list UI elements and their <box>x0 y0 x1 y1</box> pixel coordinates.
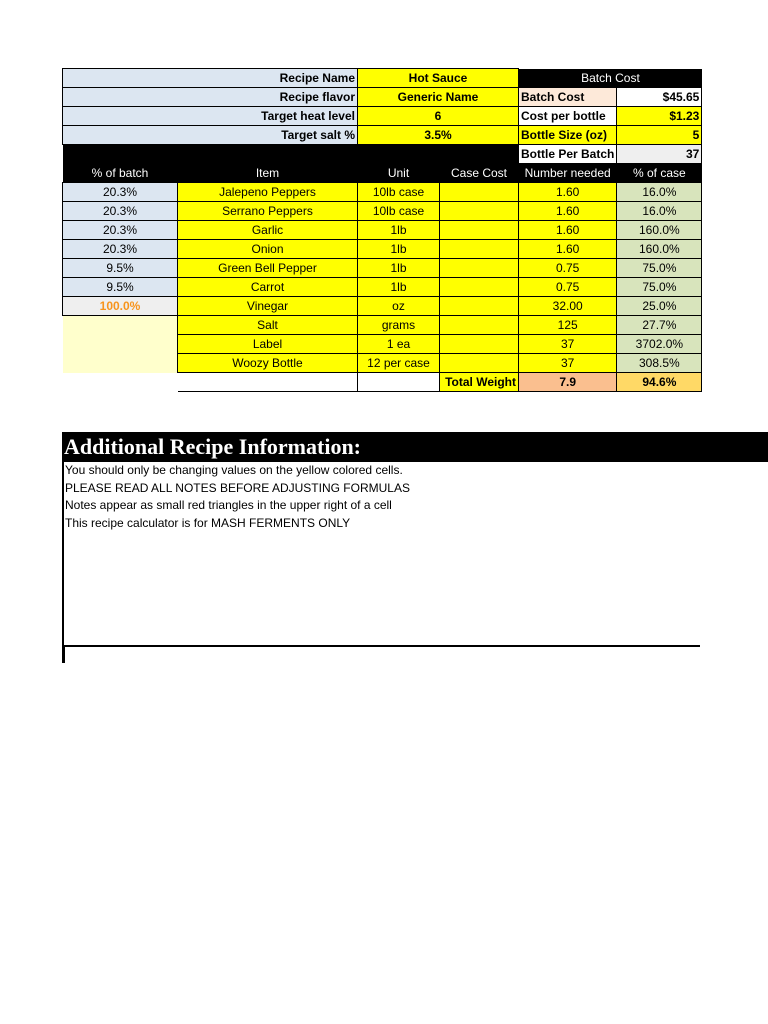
ingredient-header-row <box>63 164 707 183</box>
separator-row <box>63 145 707 164</box>
case-cost-cell[interactable] <box>440 316 519 335</box>
additional-info-body <box>62 462 768 645</box>
case-cost-cell[interactable] <box>440 240 519 259</box>
unit-cell[interactable]: 10lb case <box>358 202 440 221</box>
pct-case-cell: 160.0% <box>617 240 702 259</box>
item-cell[interactable]: Serrano Peppers <box>178 202 358 221</box>
info-bottom-border <box>62 645 700 647</box>
batch-cost-label: Batch Cost <box>519 88 617 107</box>
recipe-flavor-label: Recipe flavor <box>63 88 358 107</box>
recipe-name-label: Recipe Name <box>63 69 358 88</box>
case-cost-cell[interactable] <box>440 259 519 278</box>
case-cost-cell[interactable] <box>440 297 519 316</box>
unit-cell[interactable]: 10lb case <box>358 183 440 202</box>
pct-batch-cell: 20.3% <box>63 240 178 259</box>
additional-info-title: Additional Recipe Information: <box>62 432 768 462</box>
pct-batch-empty-cell <box>63 335 178 354</box>
pct-case-cell: 308.5% <box>617 354 702 373</box>
cost-per-bottle-value: $1.23 <box>617 107 702 126</box>
pct-batch-cell: 20.3% <box>63 183 178 202</box>
bottle-size-value[interactable]: 5 <box>617 126 702 145</box>
pct-case-cell: 75.0% <box>617 259 702 278</box>
info-corner-tick <box>62 645 65 663</box>
pct-case-cell: 16.0% <box>617 183 702 202</box>
header-pct-case: % of case <box>617 164 702 183</box>
info-line: PLEASE READ ALL NOTES BEFORE ADJUSTING FORMULAS <box>65 480 410 495</box>
number-needed-cell: 37 <box>519 354 617 373</box>
info-line: This recipe calculator is for MASH FERMENTS ONLY <box>65 515 351 530</box>
total-weight-value: 7.9 <box>519 373 617 392</box>
recipe-row-heat <box>63 107 707 126</box>
target-heat-label: Target heat level <box>63 107 358 126</box>
table-row <box>63 297 707 316</box>
pct-case-cell: 16.0% <box>617 202 702 221</box>
target-salt-label: Target salt % <box>63 126 358 145</box>
number-needed-cell: 0.75 <box>519 259 617 278</box>
unit-cell[interactable]: 1 ea <box>358 335 440 354</box>
item-cell[interactable]: Vinegar <box>178 297 358 316</box>
target-heat-cell[interactable]: 6 <box>358 107 519 126</box>
table-row <box>63 354 707 373</box>
batch-cost-title: Batch Cost <box>519 69 702 88</box>
pct-case-cell: 27.7% <box>617 316 702 335</box>
case-cost-cell[interactable] <box>440 183 519 202</box>
item-cell[interactable]: Garlic <box>178 221 358 240</box>
recipe-name-cell[interactable]: Hot Sauce <box>358 69 519 88</box>
unit-cell[interactable]: 12 per case <box>358 354 440 373</box>
number-needed-cell: 1.60 <box>519 183 617 202</box>
header-item: Item <box>178 164 358 183</box>
additional-info-section <box>62 432 768 645</box>
totals-spacer <box>63 373 178 392</box>
recipe-calculator-sheet <box>62 68 707 392</box>
pct-batch-cell: 20.3% <box>63 221 178 240</box>
item-cell[interactable]: Carrot <box>178 278 358 297</box>
unit-cell[interactable]: 1lb <box>358 259 440 278</box>
number-needed-cell: 32.00 <box>519 297 617 316</box>
total-weight-label: Total Weight <box>440 373 519 392</box>
totals-empty-unit <box>358 373 440 392</box>
number-needed-cell: 1.60 <box>519 240 617 259</box>
unit-cell[interactable]: 1lb <box>358 240 440 259</box>
case-cost-cell[interactable] <box>440 278 519 297</box>
batch-cost-value: $45.65 <box>617 88 702 107</box>
table-row <box>63 259 707 278</box>
header-case-cost: Case Cost <box>440 164 519 183</box>
info-line: You should only be changing values on the yellow colored cells. <box>65 463 403 477</box>
unit-cell[interactable]: 1lb <box>358 278 440 297</box>
header-pct-batch: % of batch <box>63 164 178 183</box>
pct-batch-empty-cell <box>63 316 178 335</box>
number-needed-cell: 1.60 <box>519 221 617 240</box>
recipe-flavor-cell[interactable]: Generic Name <box>358 88 519 107</box>
cost-per-bottle-label: Cost per bottle <box>519 107 617 126</box>
unit-cell[interactable]: 1lb <box>358 221 440 240</box>
totals-row <box>63 373 707 392</box>
pct-batch-empty-cell <box>63 354 178 373</box>
table-row <box>63 221 707 240</box>
pct-batch-cell: 20.3% <box>63 202 178 221</box>
total-pct-value: 94.6% <box>617 373 702 392</box>
recipe-row-salt <box>63 126 707 145</box>
table-row <box>63 183 707 202</box>
item-cell[interactable]: Green Bell Pepper <box>178 259 358 278</box>
pct-case-cell: 160.0% <box>617 221 702 240</box>
case-cost-cell[interactable] <box>440 202 519 221</box>
number-needed-cell: 37 <box>519 335 617 354</box>
case-cost-cell[interactable] <box>440 335 519 354</box>
header-unit: Unit <box>358 164 440 183</box>
bottle-size-label: Bottle Size (oz) <box>519 126 617 145</box>
case-cost-cell[interactable] <box>440 354 519 373</box>
item-cell[interactable]: Salt <box>178 316 358 335</box>
case-cost-cell[interactable] <box>440 221 519 240</box>
table-row <box>63 278 707 297</box>
bottle-per-batch-label: Bottle Per Batch <box>519 145 617 164</box>
bottle-per-batch-value: 37 <box>617 145 702 164</box>
number-needed-cell: 1.60 <box>519 202 617 221</box>
number-needed-cell: 125 <box>519 316 617 335</box>
pct-case-cell: 25.0% <box>617 297 702 316</box>
pct-case-cell: 3702.0% <box>617 335 702 354</box>
info-line: Notes appear as small red triangles in the upper right of a cell <box>65 498 392 512</box>
recipe-table <box>62 68 707 392</box>
item-cell[interactable]: Jalepeno Peppers <box>178 183 358 202</box>
totals-empty-item <box>178 373 358 392</box>
table-row <box>63 316 707 335</box>
header-number-needed: Number needed <box>519 164 617 183</box>
table-row <box>63 202 707 221</box>
item-cell[interactable]: Woozy Bottle <box>178 354 358 373</box>
recipe-row-flavor <box>63 88 707 107</box>
item-cell[interactable]: Label <box>178 335 358 354</box>
pct-batch-cell: 9.5% <box>63 278 178 297</box>
separator-bar <box>63 145 519 164</box>
recipe-row-name <box>63 69 707 88</box>
unit-cell[interactable]: grams <box>358 316 440 335</box>
pct-batch-cell: 9.5% <box>63 259 178 278</box>
pct-batch-total-cell: 100.0% <box>63 297 178 316</box>
number-needed-cell: 0.75 <box>519 278 617 297</box>
target-salt-cell[interactable]: 3.5% <box>358 126 519 145</box>
table-row <box>63 335 707 354</box>
table-row <box>63 240 707 259</box>
item-cell[interactable]: Onion <box>178 240 358 259</box>
unit-cell[interactable]: oz <box>358 297 440 316</box>
pct-case-cell: 75.0% <box>617 278 702 297</box>
